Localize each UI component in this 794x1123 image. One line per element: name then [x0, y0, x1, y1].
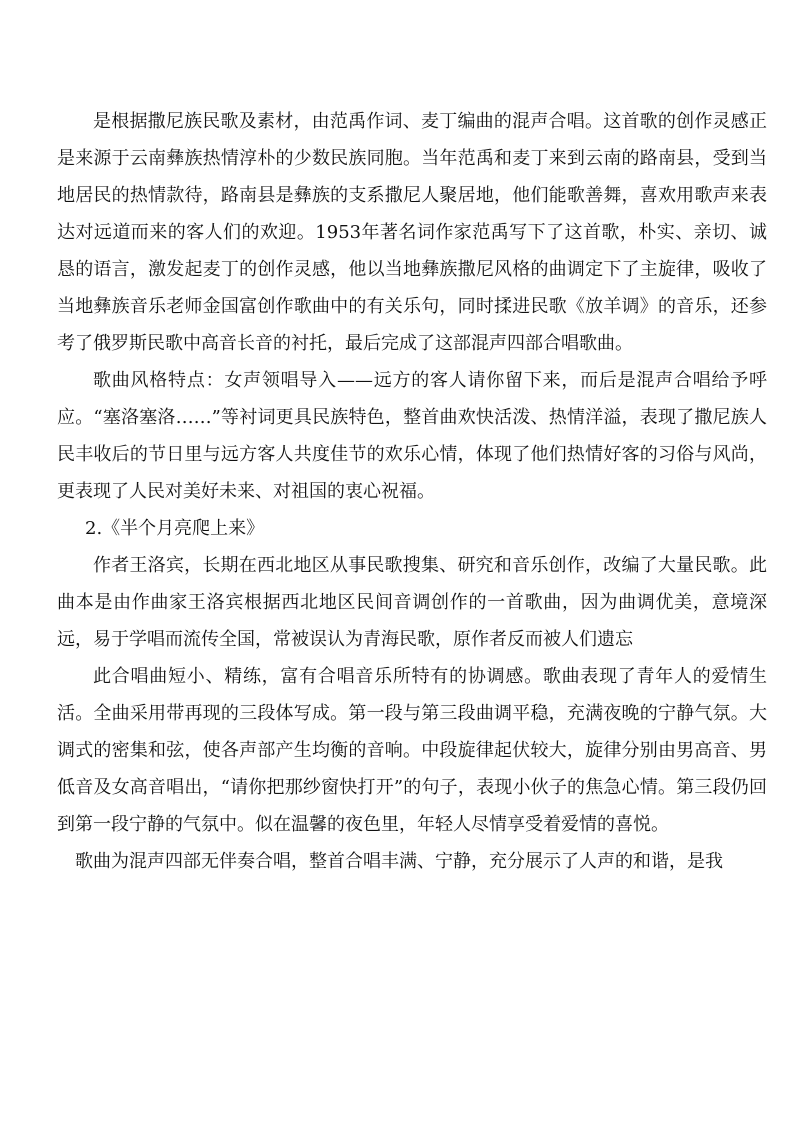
paragraph-author: 作者王洛宾，长期在西北地区从事民歌搜集、研究和音乐创作，改编了大量民歌。此曲本是由作曲家王洛宾根据西北地区民间音调创作的一首歌曲，因为曲调优美，意境深远，易于学唱而流传全国，常被误认为青海民歌，原作者反而被人们遗忘 [57, 555, 767, 650]
paragraph-style-features: 歌曲风格特点：女声领唱导入——远方的客人请你留下来，而后是混声合唱给予呼应。“塞洛塞洛……”等衬词更具民族特色，整首曲欢快活泼、热情洋溢，表现了撒尼族人民丰收后的节日里与远方客人共度佳节的欢乐心情，体现了他们热情好客的习俗与风尚，更表现了人民对美好未来、对祖国的衷心祝福。 [57, 370, 767, 502]
paragraph-song-origin: 是根据撒尼族民歌及素材，由范禹作词、麦丁编曲的混声合唱。这首歌的创作灵感正是来源于云南彝族热情淳朴的少数民族同胞。当年范禹和麦丁来到云南的路南县，受到当地居民的热情款待，路南县是彝族的支系撒尼人聚居地，他们能歌善舞，喜欢用歌声来表达对远道而来的客人们的欢迎。1953年著名词作家范禹写下了这首歌，朴实、亲切、诚恳的语言，激发起麦丁的创作灵感，他以当地彝族撒尼风格的曲调定下了主旋律，吸收了当地彝族音乐老师金国富创作歌曲中的有关乐句，同时揉进民歌《放羊调》的音乐，还参考了俄罗斯民歌中高音长音的衬托，最后完成了这部混声四部合唱歌曲。 [57, 111, 767, 354]
document-body [57, 103, 767, 880]
paragraph-final: 歌曲为混声四部无伴奏合唱，整首合唱丰满、宁静，充分展示了人声的和谐，是我 [75, 851, 723, 872]
section-heading: 2.《半个月亮爬上来》 [85, 518, 265, 539]
paragraph-chorus-analysis: 此合唱曲短小、精练，富有合唱音乐所特有的协调感。歌曲表现了青年人的爱情生活。全曲采用带再现的三段体写成。第一段与第三段曲调平稳，充满夜晚的宁静气氛。大调式的密集和弦，使各声部产生均衡的音响。中段旋律起伏较大，旋律分别由男高音、男低音及女高音唱出，“请你把那纱窗快打开”的句子，表现小伙子的焦急心情。第三段仍回到第一段宁静的气氛中。似在温馨的夜色里，年轻人尽情享受着爱情的喜悦。 [57, 666, 767, 835]
